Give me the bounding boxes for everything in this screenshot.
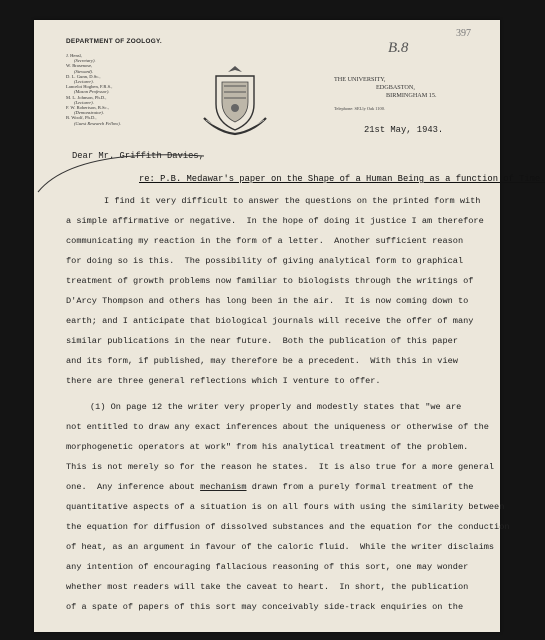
staff-entry: D. L. Gunn, D.Sc., (Lecturer). [66, 73, 101, 85]
body-line: any intention of encouraging fallacious reasoning of this sort, one may wonder [66, 562, 469, 572]
body-line: one. Any inference about mechanism drawn from a purely formal treatment of the [66, 482, 474, 492]
staff-entry: W. Brasenose, (Steward). [66, 63, 94, 74]
staff-entry: Lancelot Hogben, F.R.S., (Mason Professor). [66, 84, 113, 95]
university-address: THE UNIVERSITY, EDGBASTON, BIRMINGHAM 15. [334, 76, 437, 99]
corner-page-number: 397 [456, 28, 471, 39]
body-line: similar publications in the near future. Both the publication of this paper [66, 336, 458, 346]
salutation: Dear Mr. Griffith Davies, [72, 151, 204, 161]
body-line: of heat, as an argument in favour of the caloric fluid. While the writer disclaims [66, 542, 495, 552]
body-line: treatment of growth problems now familiar to biologists through the writings of [66, 276, 474, 286]
pencil-arc-mark [34, 130, 500, 200]
body-line: and its form, if published, may therefore be a precedent. With this in view [66, 356, 458, 366]
staff-list [66, 53, 196, 126]
body-line: there are three general reflections which I venture to offer. [66, 376, 381, 386]
university-crest-icon [202, 62, 268, 138]
body-line: a simple affirmative or negative. In the hope of doing it justice I am therefore [66, 216, 484, 226]
body-line: I find it very difficult to answer the questions on the printed form with [104, 196, 481, 206]
staff-entry: B. Woolf, Ph.D., (Guest Research Fellow). [66, 115, 121, 126]
body-line: not entitled to draw any exact inferences about the uniqueness or otherwise of the [66, 422, 489, 432]
underlined-word: mechanism [200, 482, 247, 492]
body-line: This is not merely so for the reason he states. It is also true for a more general [66, 462, 495, 472]
department-heading: DEPARTMENT OF ZOOLOGY. [66, 38, 162, 45]
body-line: communicating my reaction in the form of a letter. Another sufficient reason [66, 236, 464, 246]
body-line: whether most readers will take the caveat to heart. In short, the publication [66, 582, 469, 592]
body-line: morphogenetic operators at work" from his analytical treatment of the problem. [66, 442, 469, 452]
body-line: of a spate of papers of this sort may conceivably side-track enquiries on the [66, 602, 464, 612]
body-line: earth; and I anticipate that biological journals will receive the offer of many [66, 316, 474, 326]
letter-sheet [34, 20, 545, 632]
body-line: quantitative aspects of a situation is on all fours with using the similarity between [66, 502, 505, 512]
body-line: for doing so is this. The possibility of giving analytical form to graphical [66, 256, 464, 266]
telephone-line: Telephone: SELly Oak 1100. [334, 106, 385, 111]
staff-entry: F. W. Robertson, B.Sc., (Demonstrator). [66, 105, 109, 116]
body-line: the equation for diffusion of dissolved substances and the equation for the conduction [66, 522, 510, 532]
letter-date: 21st May, 1943. [364, 125, 444, 135]
subject-line: re: P.B. Medawar's paper on the Shape of a Human Being as a function of Time. [139, 174, 545, 184]
staff-entry: J. Hensl, (Secretary). [66, 53, 96, 64]
body-line: D'Arcy Thompson and others has long been in the air. It is now coming down to [66, 296, 469, 306]
staff-entry: M. L. Johnson, Ph.D., (Lecturer). [66, 94, 107, 105]
body-line: (1) On page 12 the writer very properly and modestly states that "we are [90, 402, 462, 412]
archive-reference: B.8 [388, 40, 409, 56]
